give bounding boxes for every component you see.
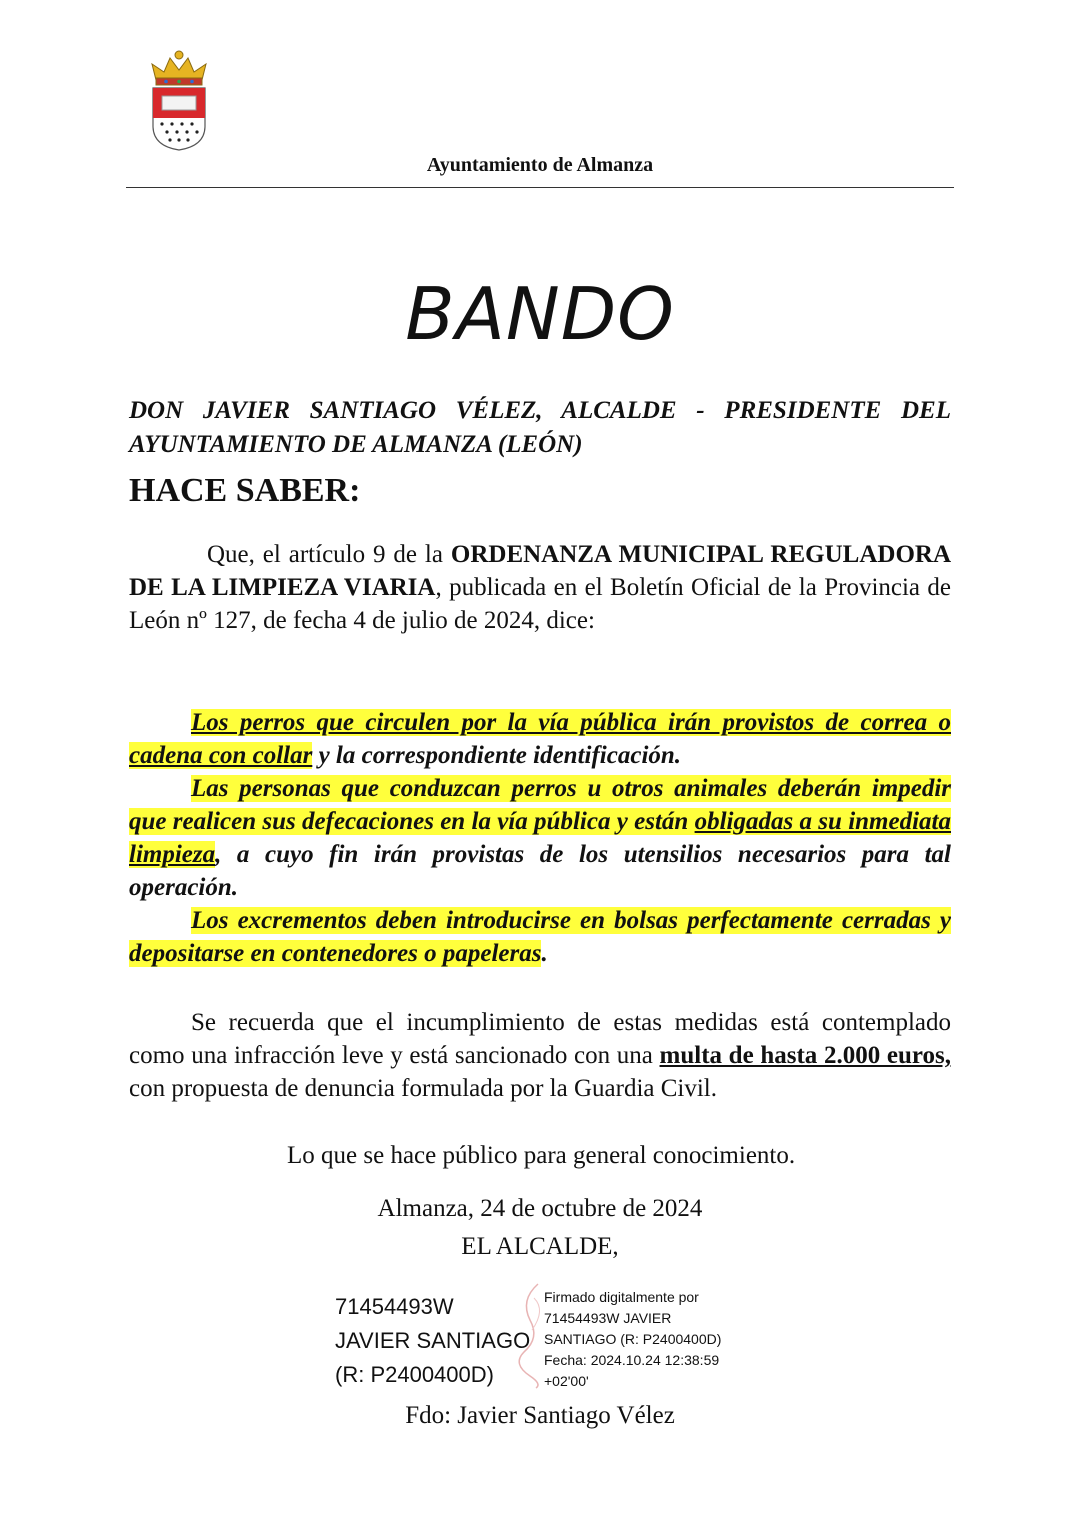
intro-paragraph [129, 538, 951, 637]
ordinance-quote [129, 706, 951, 970]
closing-line: Lo que se hace público para general conocimiento. [287, 1142, 796, 1169]
quote-sentence-3-end: . [541, 940, 548, 967]
signer-heading: DON JAVIER SANTIAGO VÉLEZ, ALCALDE - PRESIDENTE DEL AYUNTAMIENTO DE ALMANZA (LEÓN) [129, 397, 951, 458]
organization-name: Ayuntamiento de Almanza [426, 154, 654, 176]
quote-sentence-1-rest: y la correspondiente identificación. [312, 742, 682, 769]
digital-signature-id [335, 1290, 530, 1392]
quote-sentence-2-underlined: obligadas a su inmediata limpieza [129, 808, 951, 868]
page-title: BANDO [405, 272, 675, 356]
intro-text-a: Que, el artículo 9 de la [207, 541, 451, 568]
penalty-text-c: con propuesta de denuncia formulada por la Guardia Civil. [129, 1075, 718, 1102]
signature-detail-line: 71454493W JAVIER [544, 1310, 672, 1326]
signature-detail-line: SANTIAGO (R: P2400400D) [544, 1331, 722, 1347]
signed-by: Fdo: Javier Santiago Vélez [405, 1402, 675, 1429]
ordinance-name: ORDENANZA MUNICIPAL REGULADORA DE LA LIMPIEZA VIARIA [129, 541, 951, 601]
signature-detail-line: Firmado digitalmente por [544, 1289, 699, 1305]
coat-of-arms-icon [148, 50, 210, 152]
quote-sentence-2-highlight: Las personas que conduzcan perros u otros animales deberán impedir que realicen sus defecaciones en la vía pública y están [129, 775, 951, 835]
quote-sentence-3-highlight: Los excrementos deben introducirse en bolsas perfectamente cerradas y depositarse en contenedores o papeleras [129, 907, 951, 967]
signature-detail-line: Fecha: 2024.10.24 12:38:59 [544, 1352, 720, 1368]
place-date: Almanza, 24 de octubre de 2024 [377, 1195, 703, 1222]
intro-text-c: , publicada en el Boletín Oficial de la Provincia de León nº 127, de fecha 4 de julio de 2024, dice: [129, 574, 952, 634]
signer-role: EL ALCALDE, [461, 1233, 619, 1260]
header-divider [126, 187, 954, 188]
quote-sentence-1-highlight: Los perros que circulen por la vía pública irán provistos de correa o cadena con collar [129, 709, 951, 769]
announcement-heading: HACE SABER: [129, 472, 361, 509]
quote-sentence-2-rest: , a cuyo fin irán provistas de los utensilios necesarios para tal operación. [129, 841, 951, 901]
penalty-text-a: Se recuerda que el incumplimiento de estas medidas está contemplado como una infracción leve y está sancionado con una [129, 1009, 951, 1069]
signature-line: (R: P2400400D) [335, 1362, 494, 1387]
fine-amount: multa de hasta 2.000 euros, [659, 1042, 951, 1069]
signature-line: JAVIER SANTIAGO [335, 1328, 531, 1353]
signature-detail-line: +02'00' [544, 1373, 589, 1389]
penalty-paragraph [129, 1006, 951, 1105]
digital-signature-details [544, 1287, 721, 1392]
signature-line: 71454493W [335, 1294, 454, 1319]
